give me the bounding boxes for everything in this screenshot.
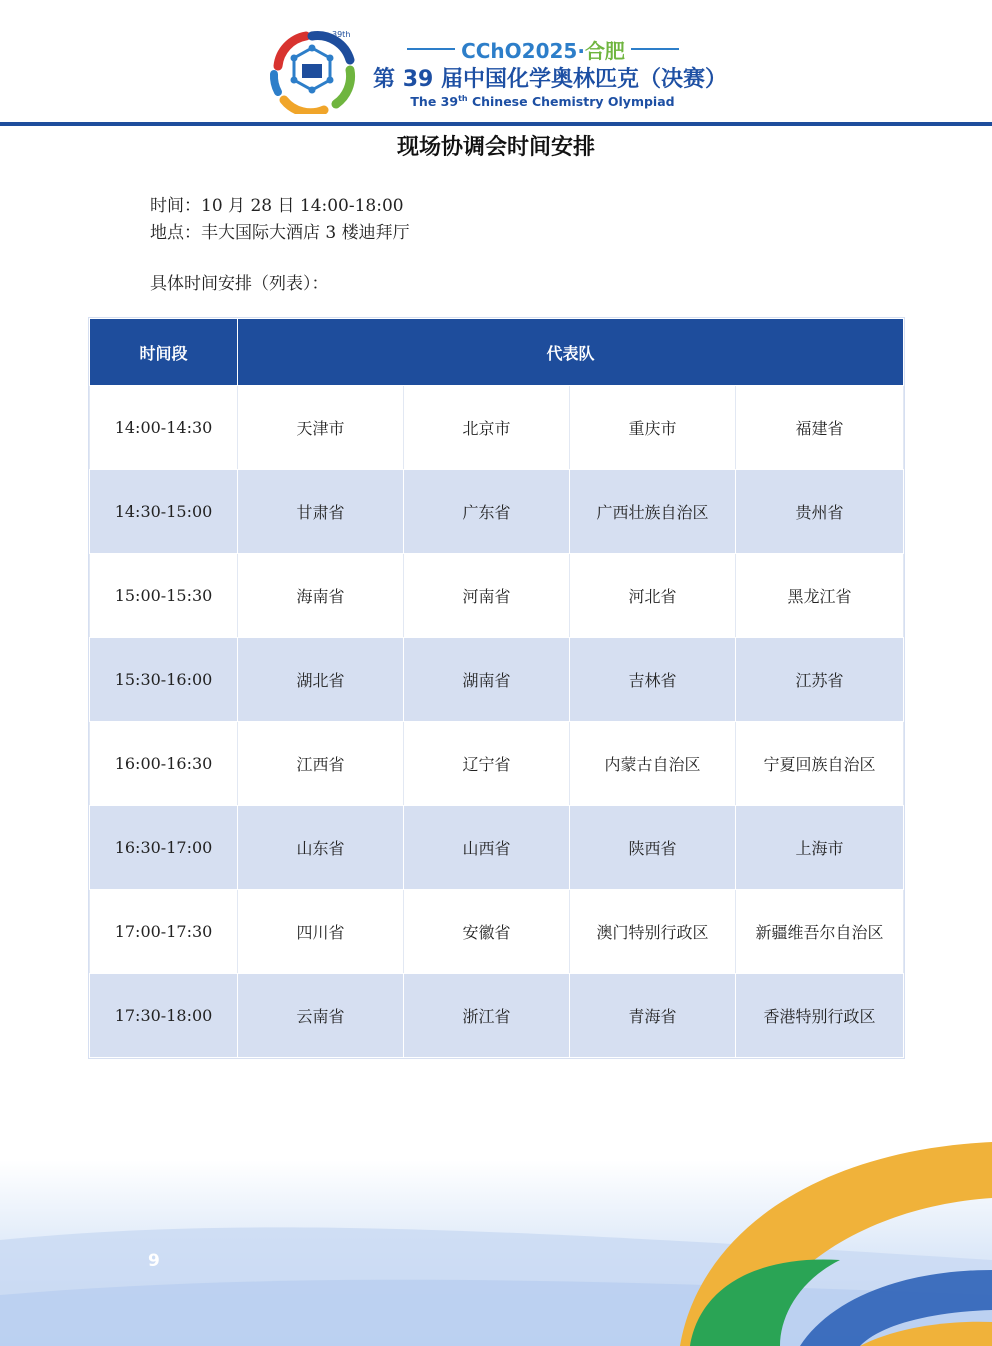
team-cell: 内蒙古自治区 bbox=[570, 722, 736, 806]
brand-line bbox=[396, 36, 690, 62]
team-cell: 云南省 bbox=[238, 974, 404, 1058]
team-cell: 吉林省 bbox=[570, 638, 736, 722]
team-cell: 河北省 bbox=[570, 554, 736, 638]
time-slot-cell: 17:00-17:30 bbox=[90, 890, 238, 974]
team-cell: 湖北省 bbox=[238, 638, 404, 722]
team-cell: 新疆维吾尔自治区 bbox=[736, 890, 904, 974]
table-header-row bbox=[90, 319, 904, 386]
team-cell: 贵州省 bbox=[736, 470, 904, 554]
brand-name: CChO2025 bbox=[461, 38, 578, 63]
page-number: 9 bbox=[148, 1251, 160, 1271]
team-cell: 重庆市 bbox=[570, 386, 736, 470]
page-title: 现场协调会时间安排 bbox=[396, 135, 595, 160]
team-cell: 香港特别行政区 bbox=[736, 974, 904, 1058]
team-cell: 广西壮族自治区 bbox=[570, 470, 736, 554]
team-cell: 山西省 bbox=[404, 806, 570, 890]
schedule-list-label: 具体时间安排（列表）： bbox=[150, 274, 329, 294]
title-en-post: Chinese Chemistry Olympiad bbox=[467, 94, 675, 110]
brand-rule-left bbox=[407, 48, 455, 50]
team-cell: 甘肃省 bbox=[238, 470, 404, 554]
time-slot-cell: 14:00-14:30 bbox=[90, 386, 238, 470]
table-row bbox=[90, 386, 904, 470]
team-cell: 福建省 bbox=[736, 386, 904, 470]
header-teams: 代表队 bbox=[238, 319, 904, 386]
meeting-place: 地点：丰大国际大酒店 3 楼迪拜厅 bbox=[150, 223, 410, 243]
table-row bbox=[90, 974, 904, 1058]
team-cell: 四川省 bbox=[238, 890, 404, 974]
brand-separator: · bbox=[577, 38, 585, 63]
team-cell: 陕西省 bbox=[570, 806, 736, 890]
time-slot-cell: 16:30-17:00 bbox=[90, 806, 238, 890]
team-cell: 宁夏回族自治区 bbox=[736, 722, 904, 806]
team-cell: 山东省 bbox=[238, 806, 404, 890]
team-cell: 河南省 bbox=[404, 554, 570, 638]
team-cell: 天津市 bbox=[238, 386, 404, 470]
team-cell: 江苏省 bbox=[736, 638, 904, 722]
team-cell: 海南省 bbox=[238, 554, 404, 638]
team-cell: 澳门特别行政区 bbox=[570, 890, 736, 974]
team-cell: 北京市 bbox=[404, 386, 570, 470]
footer-decoration bbox=[0, 1120, 992, 1346]
logo-badge: 39th bbox=[332, 30, 351, 39]
table-row bbox=[90, 638, 904, 722]
table-row bbox=[90, 806, 904, 890]
table-row bbox=[90, 470, 904, 554]
time-slot-cell: 15:30-16:00 bbox=[90, 638, 238, 722]
time-slot-cell: 15:00-15:30 bbox=[90, 554, 238, 638]
team-cell: 广东省 bbox=[404, 470, 570, 554]
page-header bbox=[0, 0, 992, 128]
team-cell: 黑龙江省 bbox=[736, 554, 904, 638]
time-slot-cell: 14:30-15:00 bbox=[90, 470, 238, 554]
olympiad-title-cn: 第 39 届中国化学奥林匹克（决赛） bbox=[373, 67, 727, 92]
table-row bbox=[90, 554, 904, 638]
team-cell: 浙江省 bbox=[404, 974, 570, 1058]
table-row bbox=[90, 722, 904, 806]
meeting-time: 时间：10 月 28 日 14:00-18:00 bbox=[150, 196, 404, 216]
time-slot-cell: 17:30-18:00 bbox=[90, 974, 238, 1058]
header-divider bbox=[0, 122, 992, 126]
title-en-pre: The 39 bbox=[410, 94, 459, 110]
brand-city: 合肥 bbox=[584, 38, 625, 63]
time-slot-cell: 16:00-16:30 bbox=[90, 722, 238, 806]
team-cell: 上海市 bbox=[736, 806, 904, 890]
team-cell: 青海省 bbox=[570, 974, 736, 1058]
team-cell: 湖南省 bbox=[404, 638, 570, 722]
title-en-sup: th bbox=[458, 94, 468, 103]
team-cell: 江西省 bbox=[238, 722, 404, 806]
ccho-logo bbox=[266, 30, 356, 114]
team-cell: 安徽省 bbox=[404, 890, 570, 974]
olympiad-title-en bbox=[360, 94, 725, 109]
table-row bbox=[90, 890, 904, 974]
brand-rule-right bbox=[631, 48, 679, 50]
schedule-table bbox=[89, 318, 904, 1058]
header-time-slot: 时间段 bbox=[90, 319, 238, 386]
team-cell: 辽宁省 bbox=[404, 722, 570, 806]
